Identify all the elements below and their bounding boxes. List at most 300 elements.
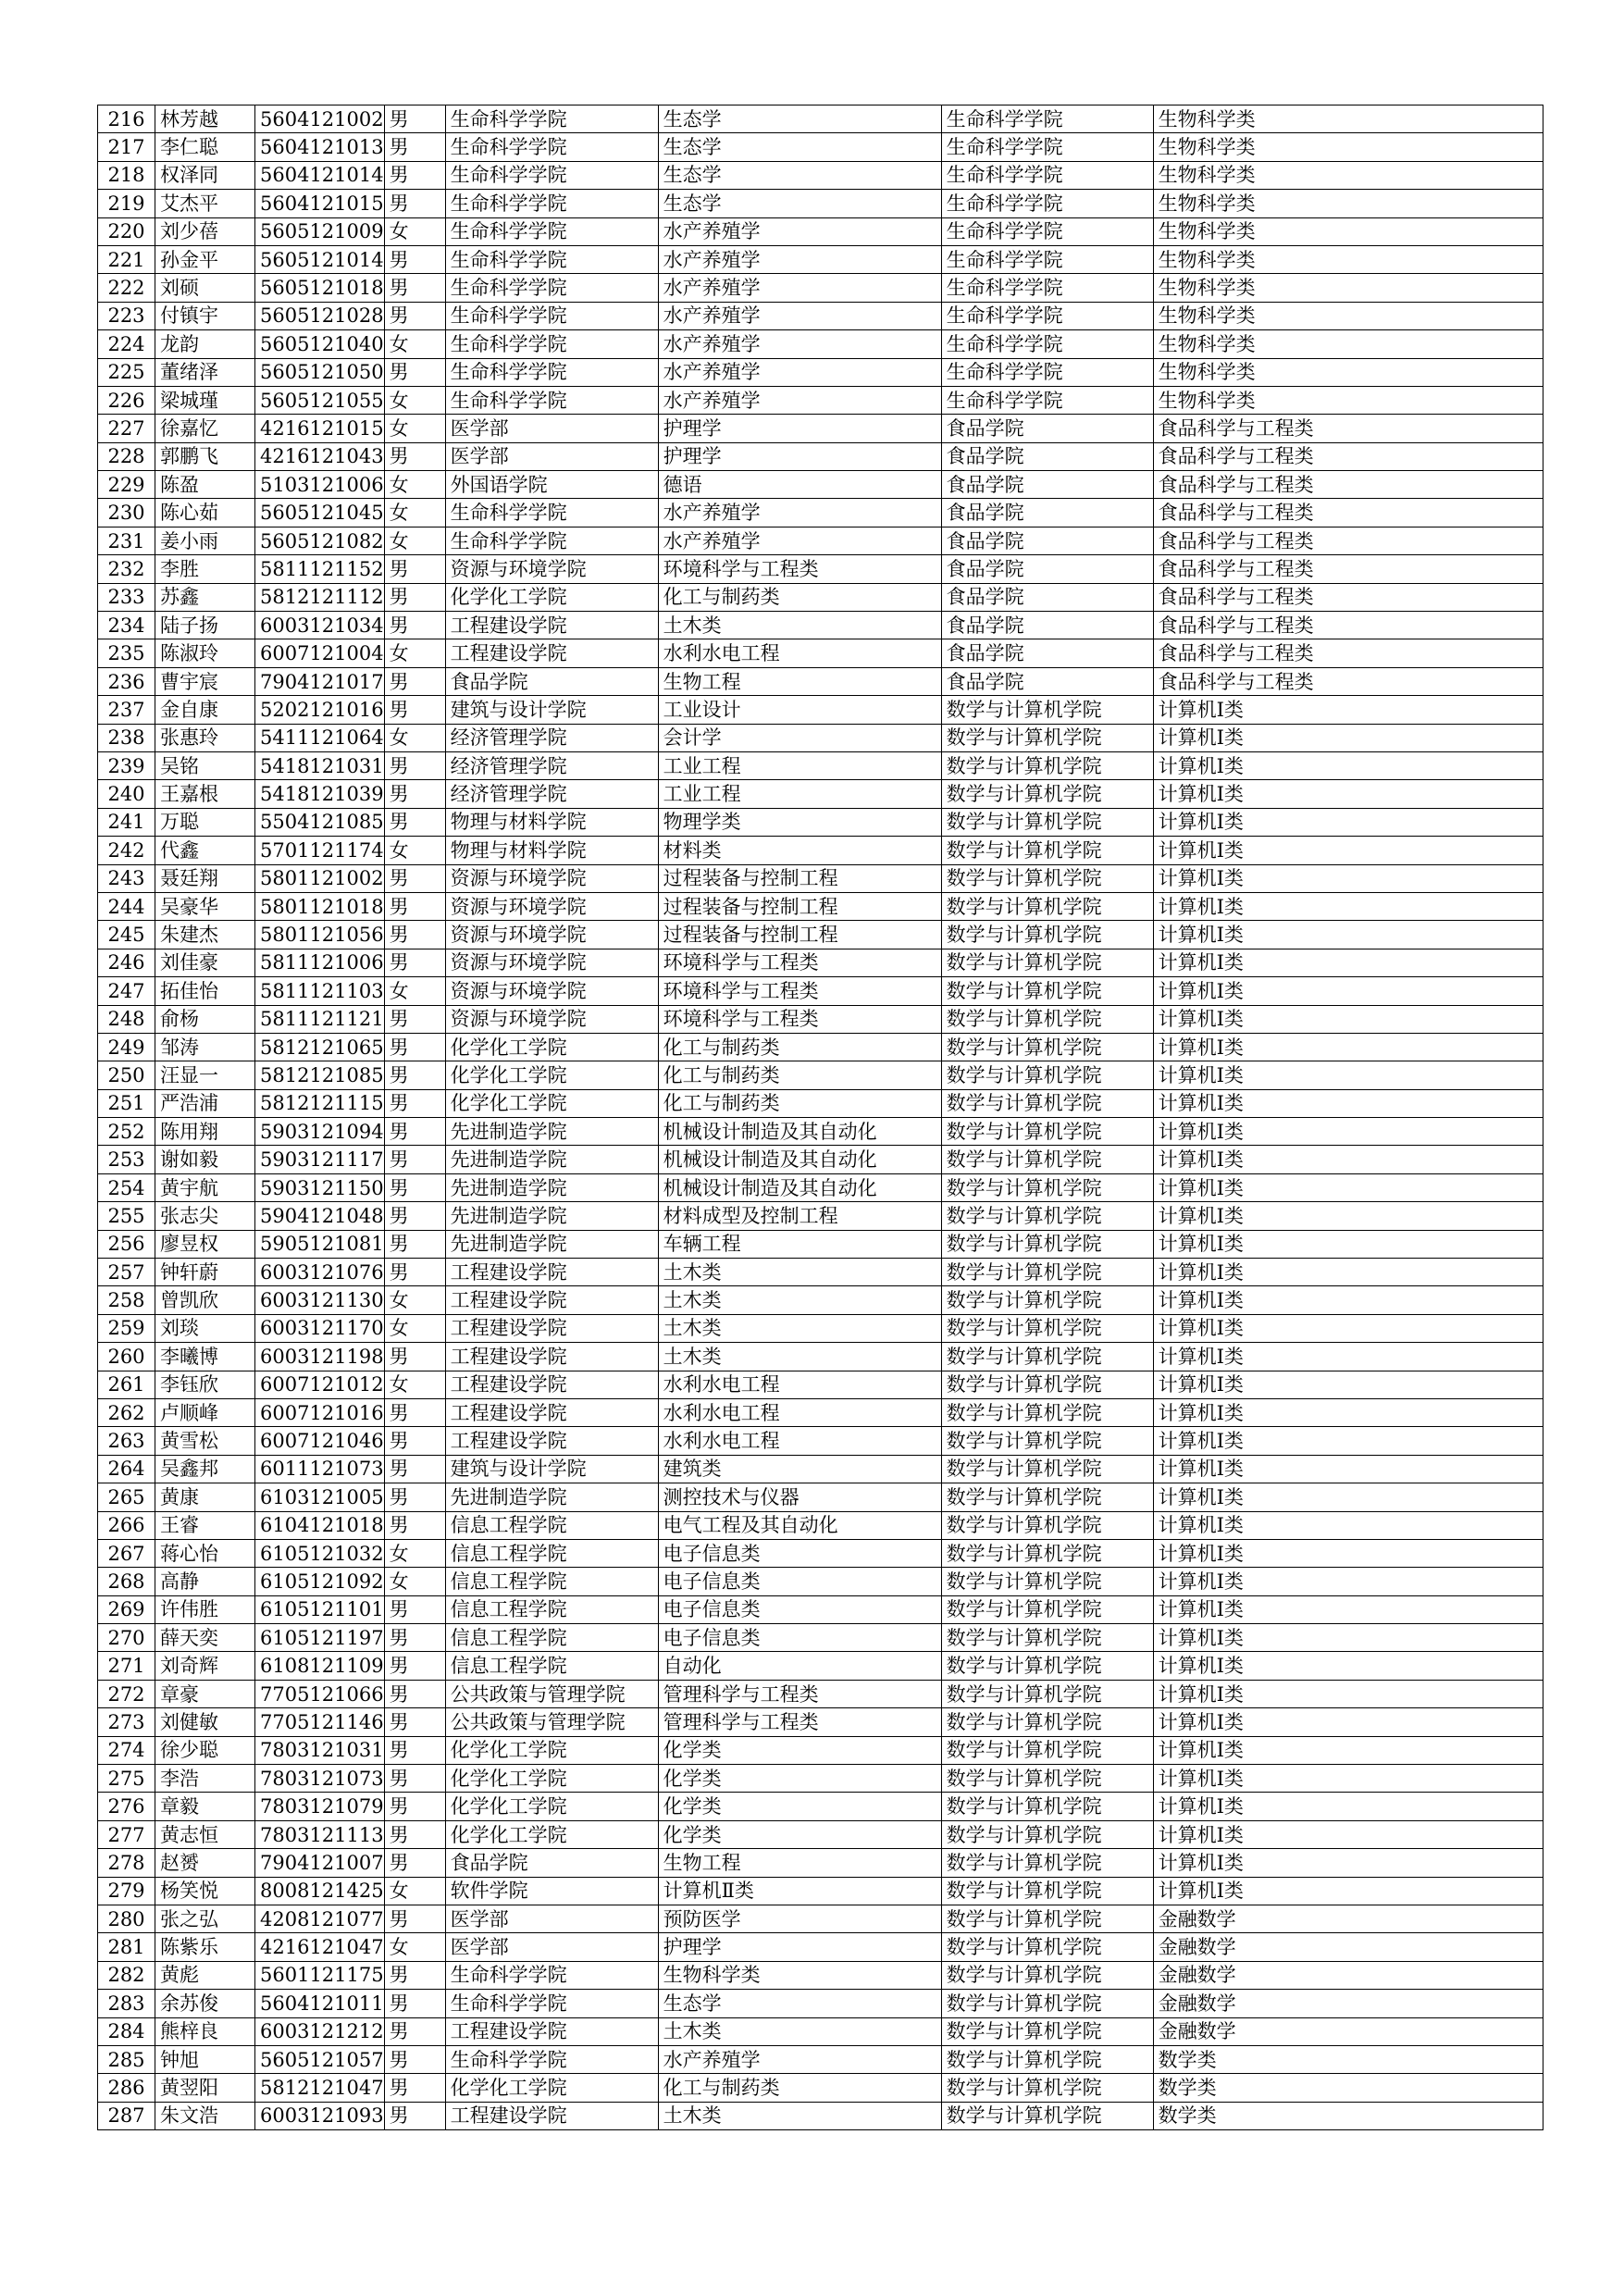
original-major-cell: 化工与制药类 [658, 1061, 941, 1089]
row-number-cell: 216 [98, 105, 155, 133]
original-major-cell: 土木类 [658, 1314, 941, 1342]
gender-cell: 男 [384, 1680, 445, 1707]
table-row [98, 892, 1543, 920]
student-id-cell: 5812121047 [255, 2074, 385, 2102]
table-row [98, 1343, 1543, 1371]
gender-cell: 男 [384, 133, 445, 161]
student-id-cell: 6003121034 [255, 612, 385, 639]
student-name-cell: 廖昱权 [155, 1230, 255, 1258]
row-number-cell: 223 [98, 302, 155, 329]
original-college-cell: 工程建设学院 [445, 1259, 658, 1286]
student-name-cell: 权泽同 [155, 161, 255, 189]
original-major-cell: 化学类 [658, 1736, 941, 1764]
gender-cell: 男 [384, 302, 445, 329]
student-name-cell: 钟旭 [155, 2045, 255, 2073]
gender-cell: 女 [384, 1371, 445, 1398]
table-row [98, 1118, 1543, 1146]
gender-cell: 男 [384, 1624, 445, 1652]
original-major-cell: 水利水电工程 [658, 1427, 941, 1455]
table-row [98, 977, 1543, 1005]
original-major-cell: 化学类 [658, 1820, 941, 1848]
student-name-cell: 林芳越 [155, 105, 255, 133]
row-number-cell: 285 [98, 2045, 155, 2073]
table-row [98, 442, 1543, 470]
admitted-college-cell: 数学与计算机学院 [941, 1118, 1153, 1146]
student-name-cell: 张惠玲 [155, 724, 255, 751]
row-number-cell: 274 [98, 1736, 155, 1764]
student-name-cell: 黄康 [155, 1483, 255, 1511]
original-major-cell: 电子信息类 [658, 1595, 941, 1623]
admitted-college-cell: 数学与计算机学院 [941, 1680, 1153, 1707]
original-major-cell: 水产养殖学 [658, 245, 941, 273]
original-college-cell: 先进制造学院 [445, 1173, 658, 1201]
original-college-cell: 生命科学学院 [445, 358, 658, 386]
gender-cell: 男 [384, 1990, 445, 2017]
student-name-cell: 曹宇宸 [155, 667, 255, 695]
student-id-cell: 5812121085 [255, 1061, 385, 1089]
student-name-cell: 曾凯欣 [155, 1286, 255, 1314]
row-number-cell: 246 [98, 949, 155, 976]
admitted-college-cell: 生命科学学院 [941, 133, 1153, 161]
student-id-cell: 6007121004 [255, 639, 385, 667]
admitted-college-cell: 数学与计算机学院 [941, 1146, 1153, 1173]
row-number-cell: 263 [98, 1427, 155, 1455]
admitted-college-cell: 数学与计算机学院 [941, 1398, 1153, 1426]
admitted-category-cell: 生物科学类 [1153, 302, 1543, 329]
admitted-college-cell: 数学与计算机学院 [941, 837, 1153, 864]
student-id-cell: 6007121012 [255, 1371, 385, 1398]
admitted-category-cell: 计算机Ⅰ类 [1153, 1877, 1543, 1905]
table-row [98, 1877, 1543, 1905]
student-id-cell: 5811121006 [255, 949, 385, 976]
original-major-cell: 测控技术与仪器 [658, 1483, 941, 1511]
table-row [98, 1905, 1543, 1933]
original-college-cell: 工程建设学院 [445, 1286, 658, 1314]
original-major-cell: 环境科学与工程类 [658, 949, 941, 976]
row-number-cell: 249 [98, 1033, 155, 1061]
gender-cell: 男 [384, 1708, 445, 1736]
student-name-cell: 付镇宇 [155, 302, 255, 329]
row-number-cell: 267 [98, 1539, 155, 1567]
admitted-college-cell: 数学与计算机学院 [941, 696, 1153, 724]
student-name-cell: 俞杨 [155, 1005, 255, 1033]
student-name-cell: 蒋心怡 [155, 1539, 255, 1567]
table-row [98, 696, 1543, 724]
row-number-cell: 226 [98, 386, 155, 414]
row-number-cell: 257 [98, 1259, 155, 1286]
row-number-cell: 260 [98, 1343, 155, 1371]
original-college-cell: 生命科学学院 [445, 105, 658, 133]
admitted-category-cell: 计算机Ⅰ类 [1153, 1793, 1543, 1820]
admitted-category-cell: 生物科学类 [1153, 105, 1543, 133]
row-number-cell: 248 [98, 1005, 155, 1033]
original-college-cell: 化学化工学院 [445, 1089, 658, 1117]
student-name-cell: 章豪 [155, 1680, 255, 1707]
original-college-cell: 化学化工学院 [445, 1736, 658, 1764]
gender-cell: 女 [384, 1539, 445, 1567]
original-major-cell: 机械设计制造及其自动化 [658, 1118, 941, 1146]
gender-cell: 男 [384, 1089, 445, 1117]
gender-cell: 男 [384, 949, 445, 976]
row-number-cell: 272 [98, 1680, 155, 1707]
original-major-cell: 水产养殖学 [658, 499, 941, 527]
student-name-cell: 刘佳豪 [155, 949, 255, 976]
student-id-cell: 5903121150 [255, 1173, 385, 1201]
admitted-category-cell: 计算机Ⅰ类 [1153, 808, 1543, 836]
admitted-category-cell: 计算机Ⅰ类 [1153, 977, 1543, 1005]
student-name-cell: 李仁聪 [155, 133, 255, 161]
student-id-cell: 7803121031 [255, 1736, 385, 1764]
table-row [98, 1961, 1543, 1989]
original-major-cell: 土木类 [658, 612, 941, 639]
student-id-cell: 4216121047 [255, 1933, 385, 1961]
student-name-cell: 刘硕 [155, 274, 255, 302]
student-id-cell: 5418121031 [255, 751, 385, 779]
row-number-cell: 234 [98, 612, 155, 639]
table-row [98, 274, 1543, 302]
original-college-cell: 化学化工学院 [445, 1820, 658, 1848]
student-name-cell: 陆子扬 [155, 612, 255, 639]
admitted-category-cell: 食品科学与工程类 [1153, 612, 1543, 639]
admitted-college-cell: 数学与计算机学院 [941, 1511, 1153, 1539]
admitted-college-cell: 数学与计算机学院 [941, 808, 1153, 836]
admitted-college-cell: 数学与计算机学院 [941, 977, 1153, 1005]
admitted-category-cell: 计算机Ⅰ类 [1153, 1736, 1543, 1764]
row-number-cell: 235 [98, 639, 155, 667]
admitted-category-cell: 数学类 [1153, 2045, 1543, 2073]
gender-cell: 男 [384, 105, 445, 133]
student-name-cell: 李曦博 [155, 1343, 255, 1371]
original-major-cell: 水产养殖学 [658, 302, 941, 329]
student-name-cell: 黄志恒 [155, 1820, 255, 1848]
admitted-college-cell: 数学与计算机学院 [941, 1765, 1153, 1793]
gender-cell: 男 [384, 1765, 445, 1793]
student-id-cell: 5812121115 [255, 1089, 385, 1117]
gender-cell: 男 [384, 1343, 445, 1371]
admitted-college-cell: 数学与计算机学院 [941, 1961, 1153, 1989]
table-row [98, 1595, 1543, 1623]
student-name-cell: 万聪 [155, 808, 255, 836]
student-name-cell: 王睿 [155, 1511, 255, 1539]
gender-cell: 女 [384, 1933, 445, 1961]
student-name-cell: 谢如毅 [155, 1146, 255, 1173]
original-college-cell: 医学部 [445, 415, 658, 442]
student-id-cell: 7803121079 [255, 1793, 385, 1820]
gender-cell: 男 [384, 1793, 445, 1820]
table-row [98, 667, 1543, 695]
original-major-cell: 生态学 [658, 133, 941, 161]
row-number-cell: 259 [98, 1314, 155, 1342]
admitted-category-cell: 计算机Ⅰ类 [1153, 1820, 1543, 1848]
table-body [98, 105, 1543, 2130]
row-number-cell: 284 [98, 2017, 155, 2045]
admitted-category-cell: 计算机Ⅰ类 [1153, 1089, 1543, 1117]
gender-cell: 女 [384, 639, 445, 667]
row-number-cell: 224 [98, 330, 155, 358]
student-id-cell: 5605121082 [255, 527, 385, 554]
admitted-college-cell: 数学与计算机学院 [941, 1173, 1153, 1201]
table-row [98, 1539, 1543, 1567]
gender-cell: 男 [384, 1398, 445, 1426]
row-number-cell: 286 [98, 2074, 155, 2102]
row-number-cell: 253 [98, 1146, 155, 1173]
student-name-cell: 张志尖 [155, 1202, 255, 1230]
gender-cell: 男 [384, 892, 445, 920]
student-id-cell: 5605121050 [255, 358, 385, 386]
original-major-cell: 化工与制药类 [658, 1089, 941, 1117]
table-row [98, 1652, 1543, 1680]
student-id-cell: 6105121092 [255, 1568, 385, 1595]
original-college-cell: 资源与环境学院 [445, 892, 658, 920]
original-major-cell: 土木类 [658, 2102, 941, 2129]
student-id-cell: 5605121040 [255, 330, 385, 358]
admitted-category-cell: 金融数学 [1153, 1933, 1543, 1961]
student-name-cell: 赵赟 [155, 1849, 255, 1877]
original-major-cell: 水产养殖学 [658, 527, 941, 554]
admitted-college-cell: 数学与计算机学院 [941, 1286, 1153, 1314]
row-number-cell: 242 [98, 837, 155, 864]
student-name-cell: 金自康 [155, 696, 255, 724]
gender-cell: 男 [384, 1736, 445, 1764]
row-number-cell: 219 [98, 190, 155, 217]
table-row [98, 864, 1543, 892]
admitted-college-cell: 生命科学学院 [941, 358, 1153, 386]
student-name-cell: 李胜 [155, 555, 255, 583]
table-row [98, 1990, 1543, 2017]
original-college-cell: 资源与环境学院 [445, 864, 658, 892]
gender-cell: 男 [384, 1005, 445, 1033]
original-major-cell: 管理科学与工程类 [658, 1708, 941, 1736]
row-number-cell: 258 [98, 1286, 155, 1314]
admitted-category-cell: 数学类 [1153, 2102, 1543, 2129]
student-id-cell: 6105121101 [255, 1595, 385, 1623]
table-row [98, 217, 1543, 245]
gender-cell: 男 [384, 2102, 445, 2129]
table-row [98, 527, 1543, 554]
admitted-college-cell: 数学与计算机学院 [941, 1708, 1153, 1736]
table-row [98, 751, 1543, 779]
student-id-cell: 7803121113 [255, 1820, 385, 1848]
student-name-cell: 钟轩蔚 [155, 1259, 255, 1286]
row-number-cell: 236 [98, 667, 155, 695]
table-row [98, 499, 1543, 527]
original-college-cell: 生命科学学院 [445, 161, 658, 189]
gender-cell: 男 [384, 2045, 445, 2073]
table-row [98, 1568, 1543, 1595]
row-number-cell: 254 [98, 1173, 155, 1201]
table-row [98, 1005, 1543, 1033]
student-id-cell: 5905121081 [255, 1230, 385, 1258]
original-college-cell: 先进制造学院 [445, 1202, 658, 1230]
student-id-cell: 6003121198 [255, 1343, 385, 1371]
admitted-college-cell: 食品学院 [941, 415, 1153, 442]
gender-cell: 男 [384, 1427, 445, 1455]
student-id-cell: 5605121057 [255, 2045, 385, 2073]
student-id-cell: 5811121152 [255, 555, 385, 583]
student-name-cell: 卢顺峰 [155, 1398, 255, 1426]
student-name-cell: 黄翌阳 [155, 2074, 255, 2102]
admitted-college-cell: 生命科学学院 [941, 245, 1153, 273]
admitted-category-cell: 计算机Ⅰ类 [1153, 921, 1543, 949]
original-college-cell: 资源与环境学院 [445, 921, 658, 949]
gender-cell: 男 [384, 190, 445, 217]
student-id-cell: 5812121112 [255, 583, 385, 611]
student-id-cell: 7705121146 [255, 1708, 385, 1736]
original-college-cell: 医学部 [445, 1933, 658, 1961]
original-college-cell: 工程建设学院 [445, 1371, 658, 1398]
admitted-college-cell: 食品学院 [941, 527, 1153, 554]
original-college-cell: 食品学院 [445, 1849, 658, 1877]
original-major-cell: 护理学 [658, 1933, 941, 1961]
original-major-cell: 管理科学与工程类 [658, 1680, 941, 1707]
admitted-category-cell: 计算机Ⅰ类 [1153, 1652, 1543, 1680]
original-major-cell: 土木类 [658, 1259, 941, 1286]
student-name-cell: 朱建杰 [155, 921, 255, 949]
admitted-category-cell: 计算机Ⅰ类 [1153, 1343, 1543, 1371]
original-major-cell: 生态学 [658, 1990, 941, 2017]
admitted-college-cell: 生命科学学院 [941, 105, 1153, 133]
admitted-college-cell: 食品学院 [941, 583, 1153, 611]
student-id-cell: 5604121014 [255, 161, 385, 189]
table-row [98, 808, 1543, 836]
row-number-cell: 265 [98, 1483, 155, 1511]
admitted-college-cell: 生命科学学院 [941, 190, 1153, 217]
admitted-category-cell: 计算机Ⅰ类 [1153, 1539, 1543, 1567]
original-college-cell: 经济管理学院 [445, 751, 658, 779]
student-id-cell: 5812121065 [255, 1033, 385, 1061]
table-row [98, 555, 1543, 583]
original-college-cell: 软件学院 [445, 1877, 658, 1905]
student-id-cell: 6108121109 [255, 1652, 385, 1680]
student-name-cell: 刘健敏 [155, 1708, 255, 1736]
student-name-cell: 吴鑫邦 [155, 1455, 255, 1483]
gender-cell: 男 [384, 921, 445, 949]
table-row [98, 1455, 1543, 1483]
student-id-cell: 6003121076 [255, 1259, 385, 1286]
admitted-college-cell: 数学与计算机学院 [941, 1990, 1153, 2017]
row-number-cell: 238 [98, 724, 155, 751]
table-row [98, 161, 1543, 189]
student-name-cell: 李钰欣 [155, 1371, 255, 1398]
admitted-category-cell: 食品科学与工程类 [1153, 639, 1543, 667]
admitted-category-cell: 食品科学与工程类 [1153, 555, 1543, 583]
gender-cell: 女 [384, 1286, 445, 1314]
row-number-cell: 231 [98, 527, 155, 554]
admitted-category-cell: 金融数学 [1153, 1990, 1543, 2017]
gender-cell: 男 [384, 1905, 445, 1933]
student-id-cell: 5103121006 [255, 471, 385, 499]
admitted-category-cell: 计算机Ⅰ类 [1153, 1286, 1543, 1314]
student-name-cell: 章毅 [155, 1793, 255, 1820]
table-row [98, 837, 1543, 864]
student-transfer-table [97, 105, 1543, 2130]
row-number-cell: 271 [98, 1652, 155, 1680]
student-name-cell: 邹涛 [155, 1033, 255, 1061]
row-number-cell: 217 [98, 133, 155, 161]
admitted-category-cell: 计算机Ⅰ类 [1153, 1259, 1543, 1286]
original-college-cell: 化学化工学院 [445, 2074, 658, 2102]
table-row [98, 583, 1543, 611]
admitted-college-cell: 数学与计算机学院 [941, 1652, 1153, 1680]
original-college-cell: 医学部 [445, 1905, 658, 1933]
admitted-college-cell: 食品学院 [941, 639, 1153, 667]
admitted-category-cell: 生物科学类 [1153, 358, 1543, 386]
table-row [98, 780, 1543, 808]
student-name-cell: 陈用翔 [155, 1118, 255, 1146]
original-college-cell: 资源与环境学院 [445, 977, 658, 1005]
original-college-cell: 先进制造学院 [445, 1483, 658, 1511]
admitted-category-cell: 食品科学与工程类 [1153, 527, 1543, 554]
row-number-cell: 218 [98, 161, 155, 189]
student-id-cell: 5801121018 [255, 892, 385, 920]
gender-cell: 男 [384, 1118, 445, 1146]
admitted-college-cell: 数学与计算机学院 [941, 892, 1153, 920]
table-row [98, 245, 1543, 273]
original-college-cell: 资源与环境学院 [445, 949, 658, 976]
student-name-cell: 熊梓良 [155, 2017, 255, 2045]
student-id-cell: 5605121045 [255, 499, 385, 527]
student-id-cell: 6007121046 [255, 1427, 385, 1455]
admitted-category-cell: 计算机Ⅰ类 [1153, 864, 1543, 892]
admitted-category-cell: 计算机Ⅰ类 [1153, 751, 1543, 779]
original-college-cell: 信息工程学院 [445, 1652, 658, 1680]
row-number-cell: 275 [98, 1765, 155, 1793]
admitted-college-cell: 食品学院 [941, 442, 1153, 470]
original-college-cell: 生命科学学院 [445, 190, 658, 217]
admitted-college-cell: 数学与计算机学院 [941, 1793, 1153, 1820]
gender-cell: 男 [384, 808, 445, 836]
admitted-category-cell: 计算机Ⅰ类 [1153, 1371, 1543, 1398]
original-major-cell: 土木类 [658, 2017, 941, 2045]
original-major-cell: 水产养殖学 [658, 217, 941, 245]
gender-cell: 男 [384, 161, 445, 189]
student-id-cell: 5801121002 [255, 864, 385, 892]
table-row [98, 1483, 1543, 1511]
row-number-cell: 280 [98, 1905, 155, 1933]
admitted-category-cell: 计算机Ⅰ类 [1153, 1173, 1543, 1201]
student-name-cell: 徐嘉忆 [155, 415, 255, 442]
student-name-cell: 聂廷翔 [155, 864, 255, 892]
original-college-cell: 信息工程学院 [445, 1624, 658, 1652]
original-college-cell: 信息工程学院 [445, 1568, 658, 1595]
original-major-cell: 化工与制药类 [658, 1033, 941, 1061]
admitted-category-cell: 食品科学与工程类 [1153, 415, 1543, 442]
admitted-category-cell: 计算机Ⅰ类 [1153, 1483, 1543, 1511]
original-college-cell: 物理与材料学院 [445, 837, 658, 864]
table-row [98, 358, 1543, 386]
admitted-college-cell: 数学与计算机学院 [941, 2017, 1153, 2045]
admitted-college-cell: 生命科学学院 [941, 274, 1153, 302]
admitted-college-cell: 数学与计算机学院 [941, 1230, 1153, 1258]
admitted-college-cell: 生命科学学院 [941, 330, 1153, 358]
student-id-cell: 6105121032 [255, 1539, 385, 1567]
gender-cell: 男 [384, 1849, 445, 1877]
student-name-cell: 高静 [155, 1568, 255, 1595]
admitted-college-cell: 数学与计算机学院 [941, 780, 1153, 808]
row-number-cell: 243 [98, 864, 155, 892]
gender-cell: 男 [384, 1511, 445, 1539]
admitted-category-cell: 生物科学类 [1153, 274, 1543, 302]
original-college-cell: 工程建设学院 [445, 612, 658, 639]
admitted-college-cell: 数学与计算机学院 [941, 1483, 1153, 1511]
student-id-cell: 5811121103 [255, 977, 385, 1005]
admitted-category-cell: 生物科学类 [1153, 386, 1543, 414]
gender-cell: 男 [384, 1230, 445, 1258]
student-name-cell: 王嘉根 [155, 780, 255, 808]
student-id-cell: 7803121073 [255, 1765, 385, 1793]
student-id-cell: 5701121174 [255, 837, 385, 864]
row-number-cell: 269 [98, 1595, 155, 1623]
